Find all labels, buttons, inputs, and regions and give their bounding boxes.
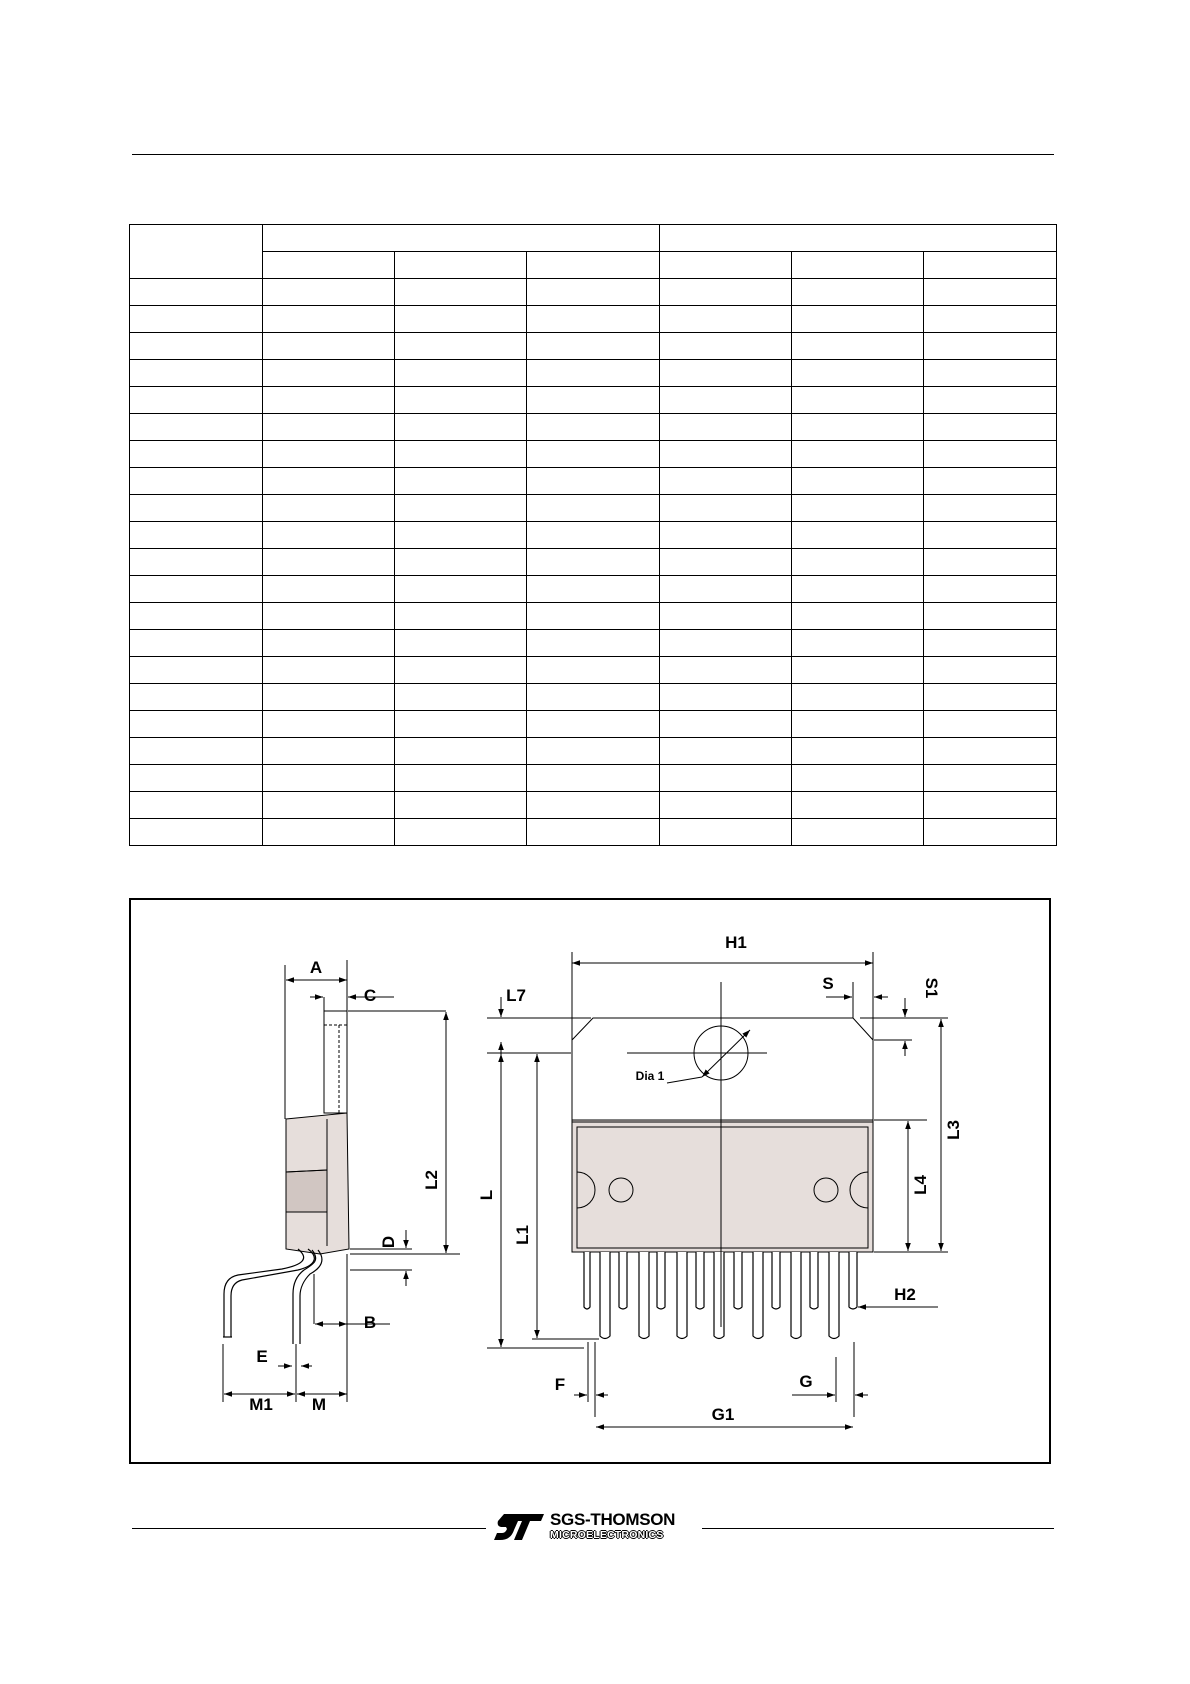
table-row (130, 522, 1057, 549)
table-cell (263, 657, 395, 684)
table-row (130, 279, 1057, 306)
table-cell (924, 765, 1057, 792)
table-cell (660, 279, 792, 306)
table-cell (263, 414, 395, 441)
table-cell (130, 657, 263, 684)
table-cell (924, 684, 1057, 711)
table-cell (792, 495, 924, 522)
table-cell (263, 549, 395, 576)
table-cell (263, 738, 395, 765)
table-cell (395, 819, 527, 846)
table-row (130, 819, 1057, 846)
label-F: F (554, 1375, 566, 1394)
table-cell (130, 333, 263, 360)
table-cell (660, 495, 792, 522)
table-cell (395, 765, 527, 792)
table-cell (792, 441, 924, 468)
table-cell (130, 792, 263, 819)
table-cell (924, 279, 1057, 306)
table-cell (924, 819, 1057, 846)
front-view (487, 952, 948, 1427)
table-cell (924, 495, 1057, 522)
table-cell (660, 576, 792, 603)
table-cell (527, 765, 660, 792)
table-cell (792, 306, 924, 333)
table-cell (660, 522, 792, 549)
label-L2: L2 (422, 1170, 441, 1190)
table-cell (660, 765, 792, 792)
table-cell (263, 765, 395, 792)
table-row (130, 684, 1057, 711)
table-cell (527, 711, 660, 738)
table-cell (660, 441, 792, 468)
table-cell (130, 684, 263, 711)
table-cell (527, 441, 660, 468)
package-drawing-frame (129, 898, 1051, 1464)
table-cell (527, 414, 660, 441)
table-cell (395, 657, 527, 684)
label-L4: L4 (911, 1175, 930, 1195)
table-cell (660, 738, 792, 765)
table-cell (130, 711, 263, 738)
table-cell (130, 603, 263, 630)
table-row (130, 630, 1057, 657)
subheader-cell (263, 252, 395, 279)
table-cell (527, 279, 660, 306)
table-cell (395, 549, 527, 576)
table-cell (263, 792, 395, 819)
mm-header-cell (263, 225, 660, 252)
table-cell (395, 468, 527, 495)
table-cell (130, 468, 263, 495)
table-cell (395, 792, 527, 819)
table-row (130, 441, 1057, 468)
table-row (130, 360, 1057, 387)
table-cell (395, 387, 527, 414)
table-cell (527, 549, 660, 576)
dimension-table-body (130, 225, 1057, 846)
table-row (130, 468, 1057, 495)
table-cell (924, 630, 1057, 657)
table-row (130, 657, 1057, 684)
label-L1: L1 (513, 1225, 532, 1245)
dim-header-cell (130, 225, 263, 279)
table-cell (924, 738, 1057, 765)
table-cell (660, 603, 792, 630)
table-cell (395, 279, 527, 306)
table-cell (527, 522, 660, 549)
package-outline-drawing (131, 900, 1053, 1466)
table-cell (395, 495, 527, 522)
table-cell (792, 360, 924, 387)
table-cell (792, 819, 924, 846)
label-S1: S1 (922, 977, 941, 999)
table-cell (792, 279, 924, 306)
table-cell (792, 603, 924, 630)
table-row (130, 576, 1057, 603)
table-row (130, 711, 1057, 738)
table-cell (792, 387, 924, 414)
table-cell (924, 333, 1057, 360)
table-row (130, 603, 1057, 630)
table-cell (660, 819, 792, 846)
inch-header-cell (660, 225, 1057, 252)
table-cell (130, 279, 263, 306)
label-E: E (256, 1347, 268, 1366)
table-cell (395, 630, 527, 657)
header-rule (132, 154, 1054, 155)
table-cell (924, 657, 1057, 684)
table-cell (924, 468, 1057, 495)
dimension-table (129, 224, 1057, 846)
company-logo (494, 1510, 700, 1546)
label-G1: G1 (711, 1405, 735, 1424)
table-cell (527, 306, 660, 333)
table-cell (924, 549, 1057, 576)
table-cell (792, 576, 924, 603)
table-cell (792, 684, 924, 711)
table-cell (130, 522, 263, 549)
footer-rule-left (132, 1528, 486, 1529)
table-cell (792, 738, 924, 765)
table-cell (527, 819, 660, 846)
table-cell (263, 522, 395, 549)
table-cell (924, 522, 1057, 549)
table-cell (263, 279, 395, 306)
table-cell (130, 306, 263, 333)
company-division: MICROELECTRONICS (550, 1529, 664, 1541)
label-M: M (311, 1395, 327, 1414)
table-cell (924, 441, 1057, 468)
table-cell (130, 765, 263, 792)
label-H2: H2 (894, 1285, 916, 1304)
company-name: SGS-THOMSON (550, 1510, 676, 1529)
table-cell (792, 711, 924, 738)
table-row (130, 387, 1057, 414)
table-cell (395, 441, 527, 468)
label-Dia1: Dia 1 (635, 1069, 665, 1083)
table-cell (527, 333, 660, 360)
table-cell (527, 792, 660, 819)
table-cell (792, 792, 924, 819)
table-cell (527, 576, 660, 603)
table-cell (263, 630, 395, 657)
table-cell (130, 819, 263, 846)
table-cell (130, 441, 263, 468)
label-L7: L7 (506, 986, 526, 1005)
table-cell (660, 468, 792, 495)
table-cell (130, 495, 263, 522)
table-cell (792, 549, 924, 576)
table-cell (792, 468, 924, 495)
table-cell (792, 630, 924, 657)
table-cell (527, 738, 660, 765)
table-cell (130, 360, 263, 387)
table-cell (527, 684, 660, 711)
label-D: D (379, 1235, 398, 1249)
table-cell (660, 684, 792, 711)
subheader-cell (660, 252, 792, 279)
table-cell (924, 792, 1057, 819)
table-cell (395, 360, 527, 387)
table-cell (660, 792, 792, 819)
table-cell (130, 630, 263, 657)
table-cell (527, 387, 660, 414)
table-cell (792, 414, 924, 441)
table-cell (660, 657, 792, 684)
table-cell (395, 684, 527, 711)
label-S: S (822, 974, 834, 993)
table-row (130, 333, 1057, 360)
table-cell (660, 360, 792, 387)
footer-rule-right (702, 1528, 1054, 1529)
table-row (130, 549, 1057, 576)
table-cell (792, 522, 924, 549)
table-cell (924, 711, 1057, 738)
table-row (130, 738, 1057, 765)
table-cell (263, 360, 395, 387)
table-cell (924, 414, 1057, 441)
table-cell (792, 657, 924, 684)
table-cell (395, 522, 527, 549)
table-cell (924, 387, 1057, 414)
table-cell (130, 576, 263, 603)
table-cell (130, 549, 263, 576)
table-cell (395, 603, 527, 630)
table-cell (263, 819, 395, 846)
table-cell (660, 333, 792, 360)
table-cell (263, 387, 395, 414)
table-cell (130, 414, 263, 441)
table-subheader-row (130, 252, 1057, 279)
table-cell (395, 333, 527, 360)
table-cell (395, 576, 527, 603)
table-cell (130, 387, 263, 414)
label-B: B (363, 1313, 377, 1332)
table-cell (527, 468, 660, 495)
st-logo-icon (494, 1512, 546, 1542)
table-cell (263, 441, 395, 468)
table-row (130, 414, 1057, 441)
table-cell (263, 576, 395, 603)
label-L: L (477, 1189, 496, 1201)
table-cell (527, 657, 660, 684)
subheader-cell (924, 252, 1057, 279)
table-cell (660, 414, 792, 441)
table-cell (395, 711, 527, 738)
subheader-cell (792, 252, 924, 279)
label-M1: M1 (249, 1395, 273, 1414)
table-cell (792, 333, 924, 360)
label-G: G (799, 1372, 813, 1391)
table-row (130, 495, 1057, 522)
subheader-cell (527, 252, 660, 279)
table-cell (527, 630, 660, 657)
subheader-cell (395, 252, 527, 279)
table-cell (660, 711, 792, 738)
table-cell (924, 576, 1057, 603)
label-H1: H1 (725, 933, 747, 952)
label-A: A (309, 958, 323, 977)
table-cell (263, 603, 395, 630)
table-cell (527, 360, 660, 387)
table-cell (527, 603, 660, 630)
table-cell (263, 495, 395, 522)
table-cell (263, 306, 395, 333)
table-cell (792, 765, 924, 792)
table-cell (263, 711, 395, 738)
table-cell (924, 360, 1057, 387)
table-cell (263, 684, 395, 711)
label-C: C (363, 986, 377, 1005)
table-row (130, 306, 1057, 333)
table-cell (660, 630, 792, 657)
table-cell (130, 738, 263, 765)
label-L3: L3 (944, 1120, 963, 1140)
table-cell (395, 414, 527, 441)
table-row (130, 792, 1057, 819)
table-cell (660, 549, 792, 576)
table-cell (660, 306, 792, 333)
table-cell (527, 495, 660, 522)
table-cell (924, 306, 1057, 333)
table-cell (924, 603, 1057, 630)
table-header-row (130, 225, 1057, 252)
table-cell (263, 333, 395, 360)
table-cell (395, 738, 527, 765)
table-cell (263, 468, 395, 495)
table-cell (395, 306, 527, 333)
table-cell (660, 387, 792, 414)
table-row (130, 765, 1057, 792)
